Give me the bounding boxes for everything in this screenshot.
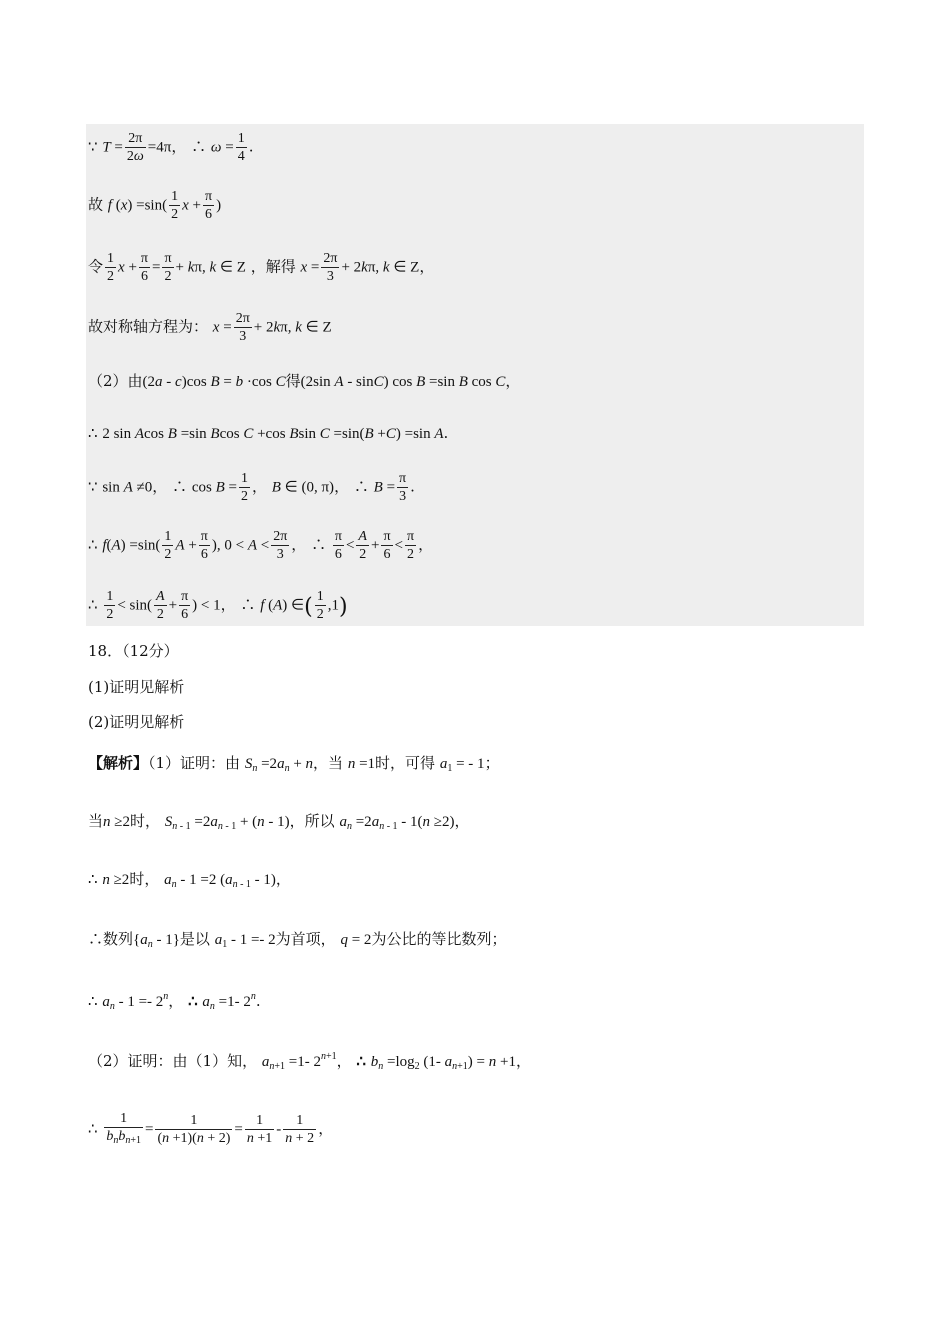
sol17-line-part2-start: （2）由(2a - c)cos B = b ·cos C得(2sin A - sinC) cos B =sin B cos C， [88,372,521,390]
sol17-line-sine-sum: ∴ 2 sin Acos B =sin Bcos C +cos Bsin C =sin(B +C) =sin A. [88,424,449,442]
line-text: ，所以 [289,812,335,830]
sol18-line-bn: （2）证明：由（1）知， $a_{n+1} =1-$ $2^{n+1}$， ∴ $b_n =\log_2$ (1- $a_{n+1}) = n +1$， [88,1051,531,1072]
line-end: ； [484,754,500,772]
therefore-sign: ∴ [88,870,98,888]
line-prefix: 令 [88,257,104,276]
analysis-label: 【解析】 [88,754,149,772]
therefore-sign: ∴ [191,137,207,156]
period: . [443,424,449,442]
line-text: 当 [88,812,104,830]
therefore-sign: ∴ [172,477,188,496]
line-text: （1）证明：由 [148,754,241,772]
question-18-answer-1: (1)证明见解析 [88,678,185,696]
line-text: 是以 [179,930,210,948]
line-end: ， [419,257,435,276]
sol18-line-general-term: ∴ $a_n - 1 =- 2^n$， ∴ $a_n =1-$ 2$^n$. [88,991,261,1012]
because-sign: ∵ [88,137,98,156]
sol17-line-axis-condition: 令 $\frac{1}{2}$ x + $\frac{\pi}{6}$ = $\frac{\pi}{2}$ + kπ, k ∈ Z ，解得 x = $\frac{2\pi}{3}$ + 2kπ, k ∈ Z， [88,251,435,284]
sol18-line-geometric: ∴数列$\{a_n - 1\}$是以 $a_1 - 1 =- 2$为首项， q = 2为公比的等比数列； [88,930,507,950]
because-sign: ∵ [88,477,98,496]
line-prefix: 故 [88,195,104,214]
line-text: 为首项， [275,930,336,948]
line-prefix: （2）由 [88,372,143,390]
line-text: 时， [130,812,161,830]
sol17-line-range-fA: ∴ $\frac{1}{2}$ < sin( $\frac{A}{2}$ + $\frac{\pi}{6}$ ) < 1， ∴ f (A) ∈( $\frac{1}{2}$ ,1) [88,589,348,622]
line-prefix: 故对称轴方程为： [88,317,209,336]
line-end: ， [318,1119,334,1138]
period: . [248,137,254,156]
therefore-sign: ∴ [356,1052,366,1070]
line-text: ，当 [313,754,344,772]
line-text: 时，可得 [375,754,436,772]
question-18-answer-2: (2)证明见解析 [88,713,185,731]
line-text: ∴数列 [88,930,134,948]
line-mid-text: 得 [285,372,301,390]
sol17-line-angle-B: ∵ sin A ≠0， ∴ cos B = $\frac{1}{2}$ ， B ∈ (0, π)， ∴ B = $\frac{\pi}{3}$ . [88,471,415,504]
line-end: ， [418,535,434,554]
sol18-line-telescoping: ∴ $\frac{1}{b_nb_{n+1}}$ = $\frac{1}{(n +1)(n + 2)}$ = $\frac{1}{n +1}$ - $\frac{1}{n + 2}$ ， [88,1110,333,1149]
line-end: ， [505,372,521,390]
line-end: ， [515,1052,531,1070]
sol17-line-range-A: ∴ f(A) =sin( $\frac{1}{2}$ A + $\frac{\pi}{6}$ ), 0 < A < $\frac{2\pi}{3}$ ， ∴ $\frac{\pi}{6}$ < $\frac{A}{2}$ + $\frac{\pi}{6}$ < $\frac{\pi}{2}$ ， [88,529,434,562]
therefore-sign: ∴ [353,477,369,496]
sol17-line-axis-equation: 故对称轴方程为： x = $\frac{2\pi}{3}$ + 2kπ, k ∈ Z [88,311,332,344]
therefore-sign: ∴ [88,992,98,1010]
line-end: ， [454,812,470,830]
period: . [410,477,415,496]
therefore-sign: ∴ [311,535,327,554]
therefore-sign: ∴ [88,424,98,442]
line-text: （2）证明：由（1）知， [88,1052,258,1070]
line-text: 为公比的等比数列； [371,930,507,948]
question-18-header: 18．（12分） [88,642,179,660]
sol18-line-a1: 【解析】（1）证明：由 $S_n =2a_n + n$，当 n =1时，可得 $a_1$ = - 1； [88,754,500,774]
line-text: 时， [129,870,160,888]
line-end: ， [275,870,291,888]
line-mid-text: ，解得 [250,257,296,276]
sol17-line-function: 故 f (x) =sin( $\frac{1}{2}$ x + $\frac{\pi}{6}$ ) [88,189,222,222]
sol18-line-shifted: ∴ n ≥2时， $a_n - 1 =2$ $(a_{n - 1} - 1)$， [88,870,291,890]
therefore-sign: ∴ [88,1119,98,1138]
therefore-sign: ∴ [88,535,98,554]
period: . [255,992,261,1010]
therefore-sign: ∴ [188,992,198,1010]
therefore-sign: ∴ [240,595,256,614]
therefore-sign: ∴ [88,595,98,614]
sol17-line-period: ∵ T = $\frac{2\pi}{2\omega}$ =4π， ∴ ω = $\frac{1}{4}$ . [88,131,254,164]
sol18-line-recurrence: 当n ≥2时， $S_{n - 1} =2a_{n - 1} + (n - 1)$，所以 $a_n =2a_{n - 1} - 1(n \ge 2)$， [88,812,470,832]
